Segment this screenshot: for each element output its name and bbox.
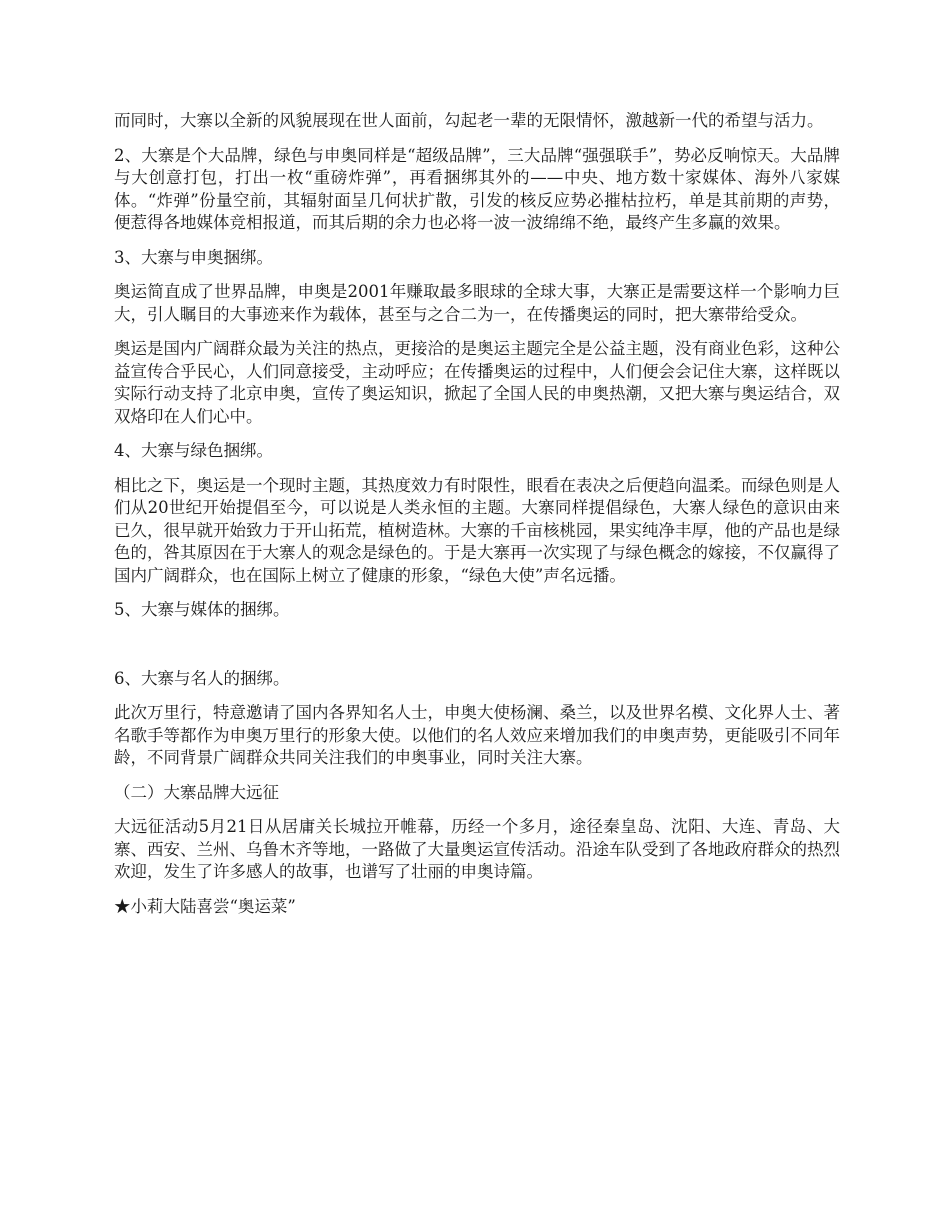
document-body — [114, 110, 840, 930]
paragraph: 奥运简直成了世界品牌，申奥是2001年赚取最多眼球的全球大事，大寨正是需要这样一个影响力巨大，引人瞩目的大事迹来作为载体，甚至与之合二为一，在传播奥运的同时，把大寨带给受众。 — [114, 282, 840, 324]
paragraph: 此次万里行，特意邀请了国内各界知名人士，申奥大使杨澜、桑兰，以及世界名模、文化界人士、著名歌手等都作为申奥万里行的形象大使。以他们的名人效应来增加我们的申奥声势，更能吸引不同年龄，不同背景广阔群众共同关注我们的申奥事业，同时关注大寨。 — [114, 703, 840, 767]
paragraph: 大远征活动5月21日从居庸关长城拉开帷幕，历经一个多月，途径秦皇岛、沈阳、大连、青岛、大寨、西安、兰州、乌鲁木齐等地，一路做了大量奥运宣传活动。沿途车队受到了各地政府群众的热烈欢迎，发生了许多感人的故事，也谱写了壮丽的申奥诗篇。 — [114, 817, 840, 881]
section-heading: 4、大寨与绿色捆绑。 — [114, 441, 273, 460]
paragraph: 奥运是国内广阔群众最为关注的热点，更接洽的是奥运主题完全是公益主题，没有商业色彩，这种公益宣传合乎民心，人们同意接受，主动呼应；在传播奥运的过程中，人们便会会记住大寨，这样既以实际行动支持了北京申奥，宣传了奥运知识，掀起了全国人民的申奥热潮，又把大寨与奥运结合，双双烙印在人们心中。 — [114, 339, 840, 426]
blank-space — [114, 634, 840, 668]
paragraph: 2、大寨是个大品牌，绿色与申奥同样是“超级品牌”，三大品牌“强强联手”，势必反响惊天。大品牌与大创意打包，打出一枚“重磅炸弹”，再看捆绑其外的——中央、地方数十家媒体、海外八家媒体。“炸弹”份量空前，其辐射面呈几何状扩散，引发的核反应势必摧枯拉朽，单是其前期的声势，便惹得各地媒体竞相报道，而其后期的余力也必将一波一波绵绵不绝，最终产生多赢的效果。 — [114, 145, 840, 232]
section-heading: 6、大寨与名人的捆绑。 — [114, 668, 290, 688]
section-heading: （二）大寨品牌大远征 — [114, 782, 279, 802]
paragraph: 而同时，大寨以全新的风貌展现在世人面前，勾起老一辈的无限情怀，激越新一代的希望与活力。 — [114, 111, 824, 130]
subheading: ★小莉大陆喜尝“奥运菜” — [114, 896, 296, 916]
paragraph: 相比之下，奥运是一个现时主题，其热度效力有时限性，眼看在表决之后便趋向温柔。而绿色则是人们从20世纪开始提倡至今，可以说是人类永恒的主题。大寨同样提倡绿色，大寨人绿色的意识由来已久，很早就开始致力于开山拓荒，植树造林。大寨的千亩核桃园，果实纯净丰厚，他的产品也是绿色的，咎其原因在于大寨人的观念是绿色的。于是大寨再一次实现了与绿色概念的嫁接，不仅赢得了国内广阔群众，也在国际上树立了健康的形象，“绿色大使”声名远播。 — [114, 475, 840, 585]
section-heading: 3、大寨与申奥捆绑。 — [114, 247, 273, 267]
section-heading: 5、大寨与媒体的捆绑。 — [114, 600, 290, 619]
